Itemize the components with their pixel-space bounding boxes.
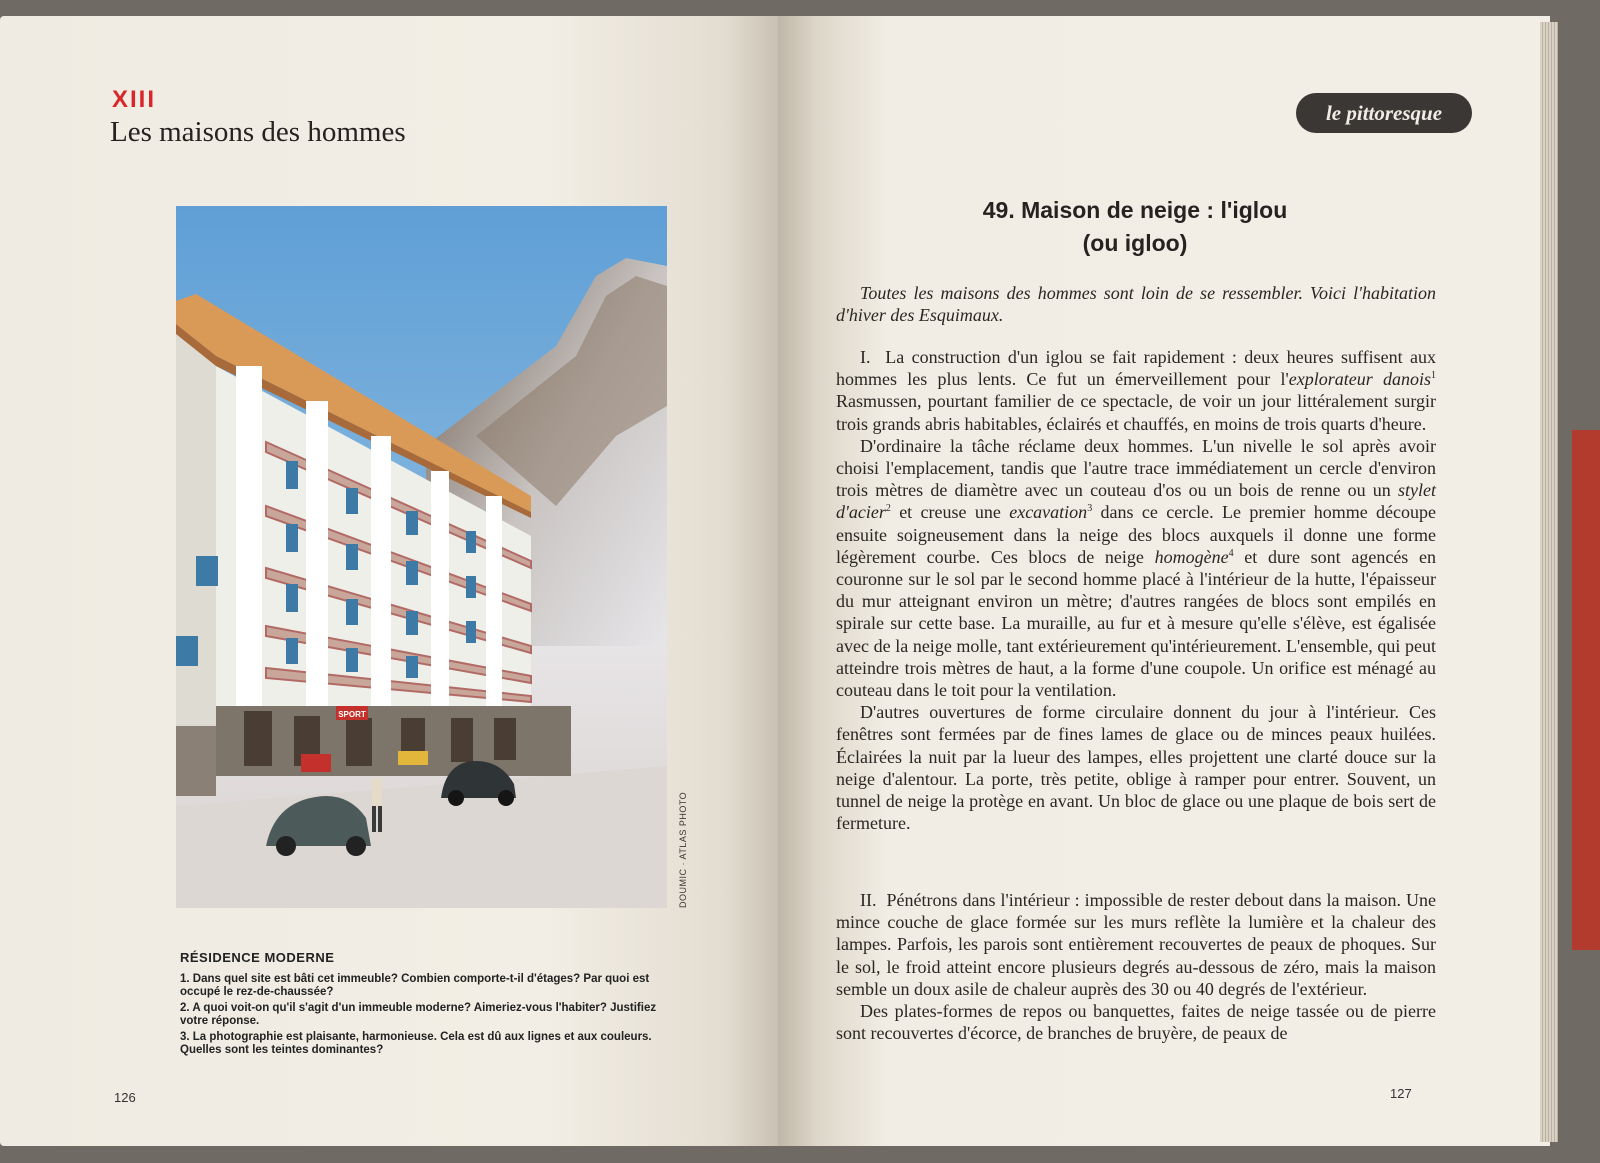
footnote-ref: 3 xyxy=(1087,503,1093,515)
section-1-paragraph-2 xyxy=(836,435,1436,701)
text-run: D'ordinaire la tâche réclame deux hommes. L'un nivelle le sol après avoir choisi l'emplacement, tandis que l'autre trace immédiatement un cercle d'environ trois mètres de diamètre avec un couteau d'os ou un bois de renne ou un xyxy=(836,435,1436,501)
footnote-ref: 1 xyxy=(1430,370,1436,382)
glossary-term: excavation xyxy=(1009,502,1088,523)
background-red-object xyxy=(1572,430,1600,950)
shop-sign-text: SPORT xyxy=(338,710,366,719)
theme-badge: le pittoresque xyxy=(1296,93,1472,133)
glossary-term: stylet d'acier xyxy=(836,480,1436,523)
section-1-paragraph-1 xyxy=(836,346,1436,435)
section-1-paragraph-3: D'autres ouvertures de forme circulaire donnent du jour à l'intérieur. Ces fenêtres sont fermées par de fines lames de glace ou de minces peaux huilées. Éclairées la nuit par la lueur des lampes, elles projettent une clarté douce sur la neige d'alentour. La porte, très petite, oblige à ramper pour entrer. Souvent, un tunnel de neige la protège en avant. Un bloc de glace ou une plaque de bois sert de fermeture. xyxy=(836,702,1436,834)
section-2 xyxy=(836,889,1436,1044)
question-1: 1. Dans quel site est bâti cet immeuble? Combien comporte-t-il d'étages? Par quoi est occupé le rez-de-chaussée? xyxy=(180,973,650,998)
lesson-title xyxy=(835,194,1435,260)
text-run: et dure sont agencés en couronne sur le sol par le second homme placé à l'intérieur de la hutte, l'épaisseur du mur atteignant environ un mètre; d'autres rangées de blocs sont empilés en spirale sur cette base. La muraille, au fur et à mesure qu'elle s'élève, est égalisée avec de la neige molle, tant extérieurement qu'intérieurement. L'ensemble, qui peut atteindre trois mètres de haut, a la forme d'une coupole. Un orifice est ménagé au couteau dans le toit pour la ventilation. xyxy=(836,546,1437,701)
section-1 xyxy=(836,346,1436,834)
footnote-ref: 2 xyxy=(885,503,891,515)
intro-text: Toutes les maisons des hommes sont loin de se ressembler. Voici l'habitation d'hiver des Esquimaux. xyxy=(836,283,1436,326)
section-2-paragraph-1 xyxy=(836,889,1436,1000)
glossary-term: explorateur danois xyxy=(1288,369,1431,390)
caption-title: RÉSIDENCE MODERNE xyxy=(180,950,335,965)
question-list xyxy=(180,973,670,1060)
photo-credit: DOUMIC · ATLAS PHOTO xyxy=(678,791,688,908)
section-1-numeral: I. xyxy=(860,347,871,367)
section-2-numeral: II. xyxy=(860,890,877,910)
page-edges xyxy=(1540,22,1558,1142)
lesson-title-line-2: (ou igloo) xyxy=(1082,230,1188,256)
page-number-left: 126 xyxy=(114,1090,136,1105)
question-3: 3. La photographie est plaisante, harmonieuse. Cela est dû aux lignes et aux couleurs. Quelles sont les teintes dominantes? xyxy=(180,1031,652,1056)
lesson-title-line-1: 49. Maison de neige : l'iglou xyxy=(982,197,1288,223)
question-2: 2. A quoi voit-on qu'il s'agit d'un immeuble moderne? Aimeriez-vous l'habiter? Justifiez votre réponse. xyxy=(180,1002,657,1027)
text-run: Rasmussen, pourtant familier de ce spectacle, de voir un jour littéralement surgir trois grands abris habitables, éclairés et chauffés, en moins de trois quarts d'heure. xyxy=(836,391,1436,434)
text-run: Pénétrons dans l'intérieur : impossible de rester debout dans la maison. Une mince couche de glace formée sur les murs reflète la lumière et la chaleur des lampes. Parfois, les parois sont entièrement recouvertes de peaux de phoques. Sur le sol, le froid atteint encore plusieurs degrés au-dessous de zéro, mais la maison semble un doux asile de chaleur auprès des 30 ou 40 degrés de l'extérieur. xyxy=(836,890,1437,999)
building-photo xyxy=(176,206,667,908)
text-run: dans ce cercle. Le premier homme découpe ensuite soigneusement dans la neige des blocs auxquels il donne une forme légèrement courbe. Ces blocs de neige xyxy=(836,502,1437,567)
chapter-number: XIII xyxy=(112,86,157,113)
chapter-title: Les maisons des hommes xyxy=(110,116,406,148)
text-run: et creuse une xyxy=(890,502,1010,523)
intro-paragraph xyxy=(836,282,1436,326)
section-2-paragraph-2: Des plates-formes de repos ou banquettes, faites de neige tassée ou de pierre sont recouvertes d'écorce, de branches de bruyère, de peaux de xyxy=(836,1001,1436,1044)
page-number-right: 127 xyxy=(1390,1086,1412,1101)
residence-photo-illustration xyxy=(176,206,667,908)
glossary-term: homogène xyxy=(1154,546,1229,567)
footnote-ref: 4 xyxy=(1228,547,1234,559)
text-run: La construction d'un iglou se fait rapidement : deux heures suffisent aux hommes les plus lents. Ce fut un émerveillement pour l' xyxy=(836,347,1437,390)
